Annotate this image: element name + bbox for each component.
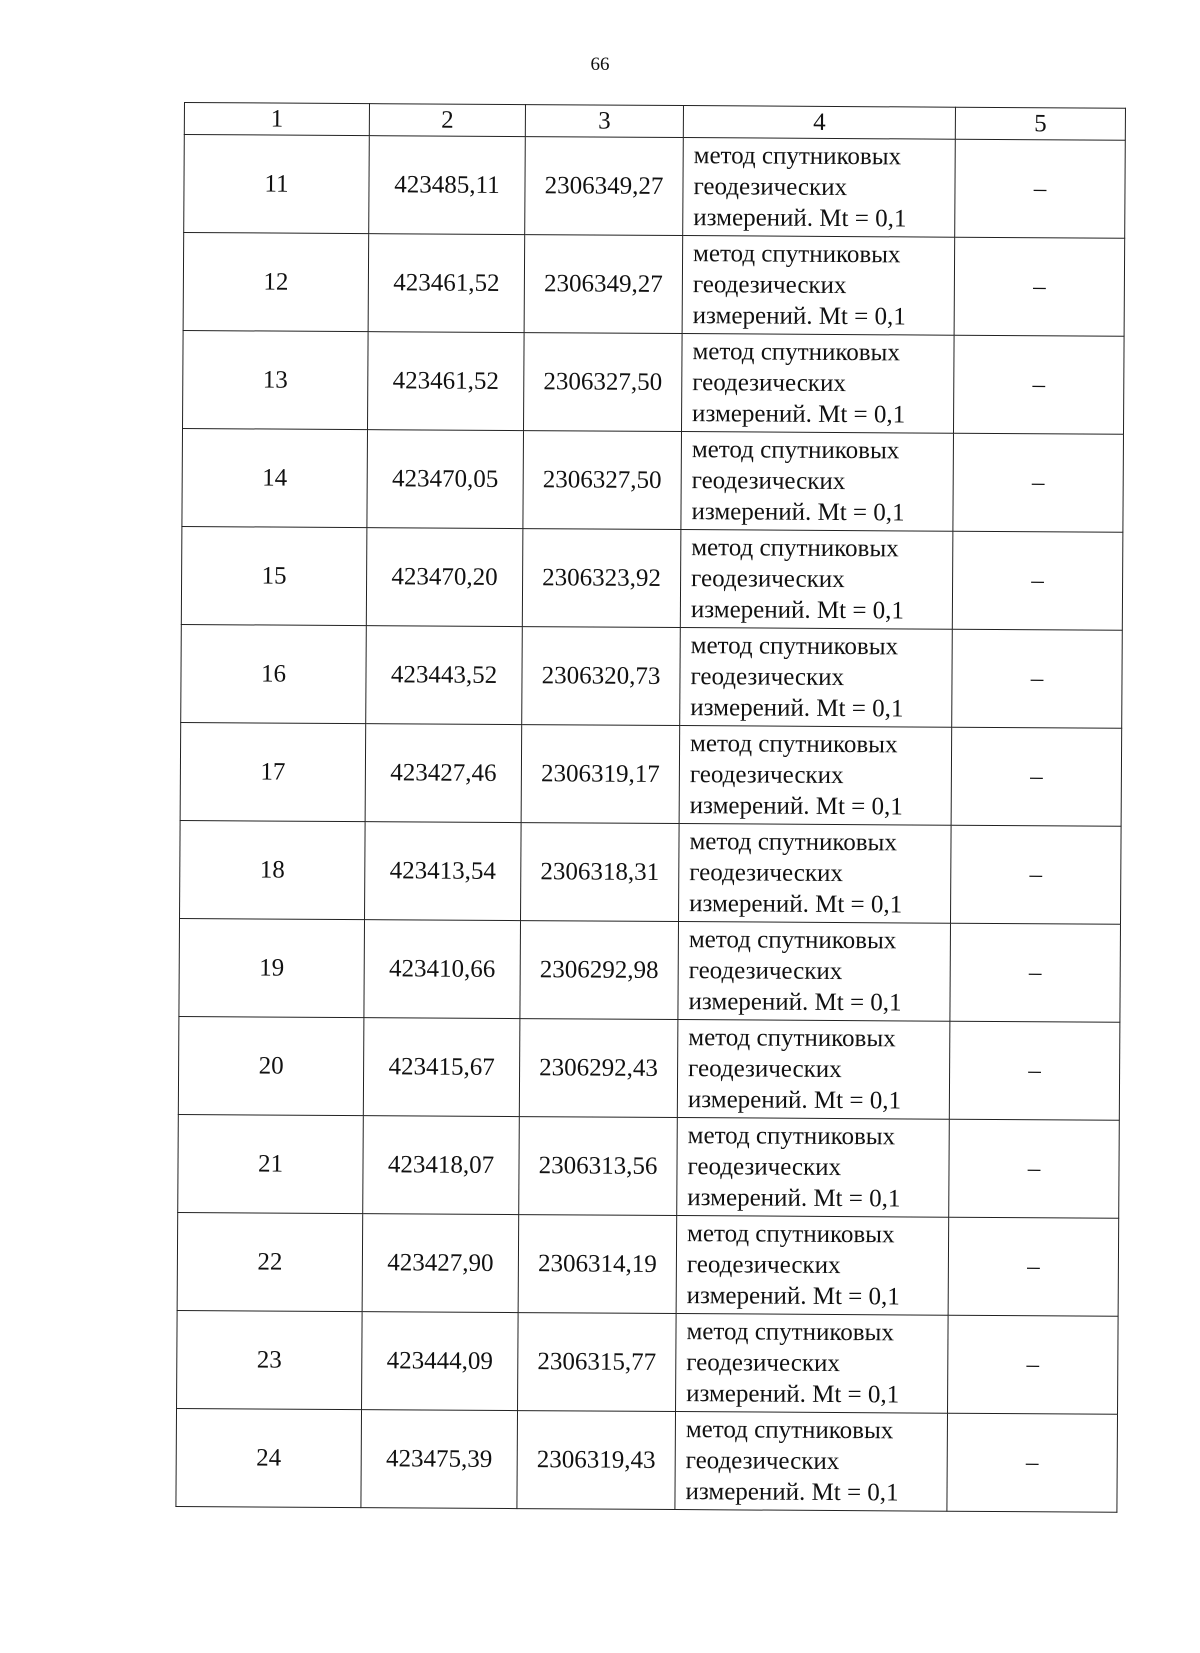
table-row	[176, 1408, 1118, 1512]
method-line: метод спутниковых	[686, 1318, 894, 1347]
table-row	[182, 428, 1124, 532]
method-line: геодезических	[692, 271, 847, 300]
note-cell: –	[949, 1021, 1120, 1120]
x-coordinate-cell: 423427,46	[365, 724, 522, 823]
x-coordinate-cell: 423470,05	[367, 430, 524, 529]
method-line: измерений. Mt = 0,1	[692, 302, 906, 331]
note-cell: –	[954, 237, 1125, 336]
method-cell	[680, 628, 953, 728]
point-number-cell: 15	[181, 526, 367, 625]
point-number-cell: 11	[184, 135, 370, 234]
method-line: измерений. Mt = 0,1	[686, 1380, 900, 1409]
method-line: измерений. Mt = 0,1	[690, 596, 905, 625]
method-line: геодезических	[691, 467, 846, 496]
method-cell	[682, 236, 955, 336]
point-number-cell: 24	[176, 1408, 362, 1507]
method-line: геодезических	[690, 663, 845, 692]
method-line: геодезических	[685, 1447, 840, 1476]
method-cell	[677, 1118, 950, 1218]
method-line: измерений. Mt = 0,1	[693, 204, 907, 233]
x-coordinate-cell: 423461,52	[368, 234, 525, 333]
note-cell: –	[948, 1315, 1119, 1414]
note-cell: –	[951, 727, 1122, 826]
x-coordinate-cell: 423418,07	[363, 1116, 520, 1215]
method-line: метод спутниковых	[688, 1024, 896, 1053]
method-line: метод спутниковых	[685, 1416, 894, 1445]
point-number-cell: 18	[180, 820, 366, 919]
method-cell	[677, 1020, 950, 1120]
method-line: метод спутниковых	[691, 436, 900, 465]
method-cell	[679, 824, 952, 924]
point-number-cell: 23	[177, 1310, 363, 1409]
method-line: метод спутниковых	[693, 142, 902, 171]
method-line: геодезических	[687, 1153, 842, 1182]
header-col-3: 3	[525, 105, 683, 138]
y-coordinate-cell: 2306327,50	[523, 431, 682, 530]
x-coordinate-cell: 423444,09	[362, 1312, 519, 1411]
method-line: метод спутниковых	[689, 828, 897, 857]
header-col-1: 1	[184, 103, 369, 136]
method-line: геодезических	[686, 1349, 840, 1378]
method-cell	[675, 1412, 948, 1512]
page-number: 66	[590, 54, 610, 75]
y-coordinate-cell: 2306292,43	[519, 1019, 678, 1118]
y-coordinate-cell: 2306320,73	[522, 627, 681, 726]
method-line: метод спутниковых	[690, 730, 898, 759]
header-col-5: 5	[955, 107, 1125, 140]
method-line: измерений. Mt = 0,1	[686, 1282, 900, 1311]
note-cell: –	[948, 1217, 1119, 1316]
table-row	[181, 624, 1123, 728]
note-cell: –	[950, 923, 1121, 1022]
method-line: измерений. Mt = 0,1	[691, 498, 905, 527]
point-number-cell: 21	[178, 1114, 364, 1213]
table-row	[180, 820, 1122, 924]
table-body	[176, 135, 1125, 1513]
note-cell: –	[952, 629, 1123, 728]
note-cell: –	[947, 1413, 1118, 1512]
x-coordinate-cell: 423475,39	[361, 1410, 518, 1509]
table-row	[181, 526, 1123, 630]
x-coordinate-cell: 423427,90	[362, 1214, 519, 1313]
method-cell	[683, 138, 956, 238]
method-line: измерений. Mt = 0,1	[687, 1184, 901, 1213]
y-coordinate-cell: 2306327,50	[523, 333, 682, 432]
note-cell: –	[950, 825, 1121, 924]
note-cell: –	[949, 1119, 1120, 1218]
method-line: метод спутниковых	[693, 240, 901, 269]
method-line: геодезических	[693, 173, 848, 202]
method-cell	[681, 432, 954, 532]
x-coordinate-cell: 423470,20	[366, 528, 523, 627]
y-coordinate-cell: 2306349,27	[525, 137, 684, 236]
method-line: метод спутниковых	[691, 534, 899, 563]
method-line: измерений. Mt = 0,1	[690, 694, 904, 723]
point-number-cell: 14	[182, 428, 368, 527]
y-coordinate-cell: 2306349,27	[524, 235, 683, 334]
y-coordinate-cell: 2306314,19	[518, 1215, 677, 1314]
method-line: геодезических	[688, 957, 843, 986]
method-line: измерений. Mt = 0,1	[688, 988, 902, 1017]
method-line: геодезических	[692, 369, 846, 398]
table-row	[177, 1212, 1119, 1316]
header-col-4: 4	[683, 106, 955, 140]
table-row	[178, 1114, 1120, 1218]
x-coordinate-cell: 423410,66	[364, 920, 521, 1019]
note-cell: –	[953, 433, 1124, 532]
header-col-2: 2	[369, 104, 525, 137]
method-cell	[676, 1314, 949, 1414]
method-line: измерений. Mt = 0,1	[689, 890, 903, 919]
method-line: метод спутниковых	[692, 338, 900, 367]
y-coordinate-cell: 2306318,31	[521, 823, 680, 922]
note-cell: –	[953, 335, 1124, 434]
method-cell	[676, 1216, 949, 1316]
method-line: измерений. Mt = 0,1	[692, 400, 906, 429]
x-coordinate-cell: 423413,54	[365, 822, 522, 921]
method-line: геодезических	[689, 761, 844, 790]
table-row	[179, 918, 1121, 1022]
table-row	[180, 722, 1122, 826]
note-cell: –	[955, 139, 1126, 238]
method-line: геодезических	[691, 565, 845, 594]
note-cell: –	[952, 531, 1123, 630]
method-line: измерений. Mt = 0,1	[687, 1086, 902, 1115]
point-number-cell: 16	[181, 624, 367, 723]
table-row	[177, 1310, 1119, 1414]
y-coordinate-cell: 2306292,98	[520, 921, 679, 1020]
method-line: геодезических	[689, 859, 843, 888]
point-number-cell: 19	[179, 918, 365, 1017]
method-cell	[679, 726, 952, 826]
table-row	[183, 233, 1125, 337]
method-line: метод спутниковых	[688, 926, 897, 955]
method-cell	[680, 530, 953, 630]
method-line: измерений. Mt = 0,1	[689, 792, 903, 821]
point-number-cell: 12	[183, 233, 369, 332]
table-row	[178, 1016, 1120, 1120]
x-coordinate-cell: 423415,67	[363, 1018, 520, 1117]
point-number-cell: 13	[183, 330, 369, 429]
method-line: геодезических	[688, 1055, 842, 1084]
y-coordinate-cell: 2306313,56	[519, 1117, 678, 1216]
point-number-cell: 22	[177, 1212, 363, 1311]
y-coordinate-cell: 2306319,43	[517, 1411, 676, 1510]
y-coordinate-cell: 2306323,92	[522, 529, 681, 628]
y-coordinate-cell: 2306315,77	[518, 1313, 677, 1412]
coordinates-table	[175, 102, 1126, 1513]
method-line: метод спутниковых	[687, 1220, 895, 1249]
point-number-cell: 20	[178, 1016, 364, 1115]
method-cell	[678, 922, 951, 1022]
point-number-cell: 17	[180, 722, 366, 821]
method-line: метод спутниковых	[687, 1122, 896, 1151]
method-line: метод спутниковых	[690, 632, 899, 661]
x-coordinate-cell: 423461,52	[368, 332, 525, 431]
x-coordinate-cell: 423443,52	[366, 626, 523, 725]
method-cell	[681, 334, 954, 434]
y-coordinate-cell: 2306319,17	[521, 725, 680, 824]
x-coordinate-cell: 423485,11	[369, 136, 526, 235]
table-row	[184, 135, 1126, 239]
method-line: измерений. Mt = 0,1	[685, 1478, 899, 1507]
table-row	[183, 330, 1125, 434]
method-line: геодезических	[686, 1251, 841, 1280]
